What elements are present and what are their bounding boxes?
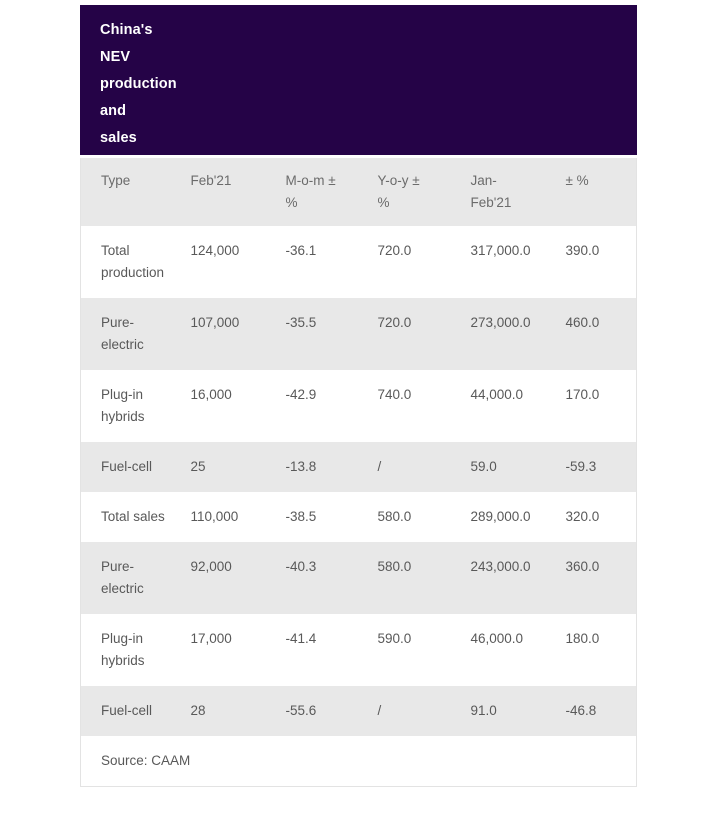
table-row-pure-electric-sales (81, 542, 637, 614)
cell-feb21: 25 (190, 459, 206, 474)
cell-type: Pure-electric (101, 559, 144, 596)
source-row (81, 736, 637, 787)
cell-janfeb21: 46,000.0 (470, 631, 524, 646)
cell-feb21: 92,000 (190, 559, 232, 574)
table-row-pure-electric-production (81, 298, 637, 370)
column-header-feb21: Feb'21 (190, 173, 232, 188)
cell-janfeb21: 289,000.0 (470, 509, 531, 524)
table-title-line: NEV (100, 49, 131, 65)
cell-janfeb21: 273,000.0 (470, 315, 531, 330)
table-row-fuelcell-sales (81, 686, 637, 736)
cell-feb21: 28 (190, 703, 206, 718)
cell-type: Total sales (101, 509, 165, 524)
cell-yoy: 580.0 (377, 509, 412, 524)
table-title-line: and (100, 103, 127, 119)
cell-janfeb21: 44,000.0 (470, 387, 524, 402)
column-header-pct: ± % (565, 173, 589, 188)
table-row-total-production (81, 226, 637, 298)
column-header-type: Type (101, 173, 131, 188)
cell-yoy: 590.0 (377, 631, 412, 646)
header-row (81, 158, 637, 226)
cell-mom: -35.5 (285, 315, 317, 330)
cell-mom: -38.5 (285, 509, 317, 524)
cell-pct: 320.0 (565, 509, 600, 524)
cell-mom: -55.6 (285, 703, 317, 718)
cell-feb21: 124,000 (190, 243, 240, 258)
cell-mom: -13.8 (285, 459, 317, 474)
column-header-mom-pct: M-o-m ± % (285, 173, 336, 210)
cell-type: Plug-in hybrids (101, 631, 145, 668)
cell-yoy: / (377, 459, 382, 474)
cell-pct: 180.0 (565, 631, 600, 646)
cell-type: Fuel-cell (101, 459, 153, 474)
table-row-plugin-hybrids-sales (81, 614, 637, 686)
cell-type: Fuel-cell (101, 703, 153, 718)
table-title-line: China's (100, 22, 153, 38)
cell-janfeb21: 59.0 (470, 459, 497, 474)
table-row-plugin-hybrids-production (81, 370, 637, 442)
table-row-fuelcell-production (81, 442, 637, 492)
cell-feb21: 16,000 (190, 387, 232, 402)
cell-yoy: 720.0 (377, 315, 412, 330)
cell-mom: -36.1 (285, 243, 317, 258)
cell-pct: 170.0 (565, 387, 600, 402)
cell-mom: -40.3 (285, 559, 317, 574)
cell-type: Plug-in hybrids (101, 387, 145, 424)
cell-yoy: 720.0 (377, 243, 412, 258)
cell-yoy: 740.0 (377, 387, 412, 402)
cell-type: Total production (101, 243, 165, 280)
cell-mom: -42.9 (285, 387, 317, 402)
cell-feb21: 110,000 (190, 509, 239, 524)
cell-janfeb21: 91.0 (470, 703, 497, 718)
cell-janfeb21: 243,000.0 (470, 559, 531, 574)
column-header-yoy-pct: Y-o-y ± % (377, 173, 420, 210)
table-title-line: sales (100, 130, 137, 146)
table-row-total-sales (81, 492, 637, 542)
cell-pct: 460.0 (565, 315, 600, 330)
cell-yoy: 580.0 (377, 559, 412, 574)
cell-janfeb21: 317,000.0 (470, 243, 531, 258)
cell-pct: -59.3 (565, 459, 597, 474)
cell-feb21: 17,000 (190, 631, 232, 646)
cell-yoy: / (377, 703, 382, 718)
nev-data-table (80, 158, 637, 787)
column-header-janfeb21: Jan-Feb'21 (470, 173, 512, 210)
cell-pct: 390.0 (565, 243, 600, 258)
cell-mom: -41.4 (285, 631, 317, 646)
cell-type: Pure-electric (101, 315, 144, 352)
cell-feb21: 107,000 (190, 315, 240, 330)
cell-pct: 360.0 (565, 559, 600, 574)
table-title-block (80, 5, 637, 155)
nev-table-widget (80, 5, 637, 787)
source-note: Source: CAAM (81, 736, 637, 787)
table-title-line: production (100, 76, 177, 92)
cell-pct: -46.8 (565, 703, 597, 718)
